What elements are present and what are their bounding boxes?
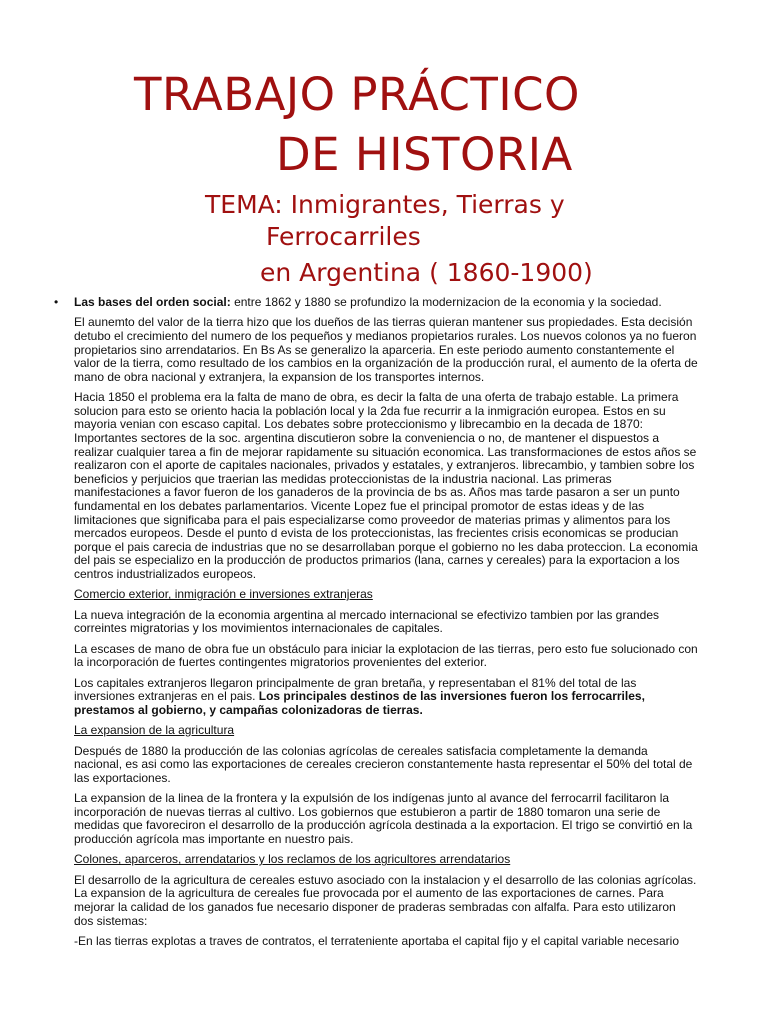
paragraph-frontera: La expansion de la linea de la frontera y la expulsión de los indígenas junto al avance del ferrocarril facilitaron la incorporación de nuevas tierras al cultivo. Los gobiernos que estubieron a partir de 1880 tomaron una serie de medidas que favoreciron el desarrollo de la producción agrícola destinada a la exportacion. El trigo se convirtió en la producción agrícola mas importante en nuestro pais. <box>74 791 693 846</box>
paragraph-capitales <box>74 677 698 718</box>
heading-comercio-exterior: Comercio exterior, inmigración e inversiones extranjeras <box>74 587 373 602</box>
bullet-icon: • <box>54 295 59 309</box>
document-body <box>54 295 698 955</box>
capitales-bold-text: Los principales destinos de las inversiones fueron los ferrocarriles, prestamos al gobierno, y campañas colonizadoras de tierras. <box>74 689 645 717</box>
paragraph-tierra-valor: El aunemto del valor de la tierra hizo que los dueños de las tierras quieran mantener sus propiedades. Esta decisión detubo el crecimiento del numero de los pequeños y medianos propietarios rurales. Los nuevos colonos ya no fueron propietarios sino arrendatarios. En Bs As se generalizo la aparceria. En este periodo aumento constantemente el valor de la tierra, como resultado de los cambios en la organización de la producción rural, el aumento de la oferta de mano de obra nacional y extranjera, la expansion de los transportes internos. <box>74 315 698 384</box>
capitales-text: Los capitales extranjeros llegaron principalmente de gran bretaña, y representaban el 81% del total de las inversiones extranjeras en el pais. <box>74 675 637 704</box>
paragraph-escases: La escases de mano de obra fue un obstáculo para iniciar la explotacion de las tierras, pero esto fue solucionado con la incorporación de fuertes contingentes migratorios provenientes del exterior. <box>74 641 698 670</box>
paragraph-integracion: La nueva integración de la economia argentina al mercado internacional se efectivizo tambien por las grandes correintes migratorias y los movimientos internacionales de capitales. <box>74 607 660 636</box>
paragraph-contratos: -En las tierras explotas a traves de contratos, el terrateniente aportaba el capital fijo y el capital variable necesario <box>74 933 679 948</box>
paragraph-mano-de-obra: Hacia 1850 el problema era la falta de mano de obra, es decir la falta de una oferta de trabajo estable. La primera solucion para esto se oriento hacia la población local y la 2da fue recurrir a la inmigración europea. Estos en su mayoria venian con escaso capital. Los debates sobre proteccionismo y librecambio en la decada de 1870: Importantes sectores de la soc. argentina discutieron sobre la conveniencia o no, de mantener el dispuestos a realizar cualquier tarea a fin de mejorar rapidamente su situación economica. Las transformaciones de estos años se realizaron con el aporte de capitales nacionales, privados y estatales, y extranjeros. librecambio, y tambien sobre los beneficios y perjuicios que traerian las medidas proteccionistas de la industria nacional. Las primeras manifestaciones a favor fueron de los ganaderos de la provincia de bs as. Años mas tarde pasaron a ser un punto fundamental en los debates parlamentarios. Vicente Lopez fue el principal promotor de estas ideas y de las limitaciones que significaba para el pais especializarse como proveedor de materias primas y alimentos para los mercados europeos. Desde el punto d evista de los proteccionistas, las frecientes crisis economicas se producian porque el pais carecia de industrias que no se desarrollaban porque el gobierno no les daba proteccion. La economia del pais se especializo en la producción de productos primarios (lana, carnes y cereales) para la exportacion a los centros industrializados europeos. <box>74 390 698 581</box>
paragraph-produccion-1880: Después de 1880 la producción de las colonias agrícolas de cereales satisfacia completamente la demanda nacional, es asi como las exportaciones de cereales crecieron constantemente hasta representar el 50% del total de las exportaciones. <box>74 743 693 785</box>
bases-bullet-item <box>54 295 698 310</box>
bases-text: entre 1862 y 1880 se profundizo la modernizacion de la economia y la sociedad. <box>230 295 662 309</box>
paragraph-colonias: El desarrollo de la agricultura de cereales estuvo asociado con la instalacion y el desarrollo de las colonias agrícolas. La expansion de la agricultura de cereales fue provocada por el aumento de las exportaciones de carnes. Para mejorar la calidad de los ganados fue necesario disponer de praderas sembradas con alfalfa. Para esto utilizaron dos sistemas: <box>74 872 697 928</box>
heading-agricultura: La expansion de la agricultura <box>74 723 235 738</box>
subtitle-line-3: en Argentina ( 1860-1900) <box>260 258 593 287</box>
bases-label: Las bases del orden social: <box>74 295 231 309</box>
heading-colonos: Colones, aparceros, arrendatarios y los reclamos de los agricultores arrendatarios <box>74 852 511 867</box>
title-line-2: DE HISTORIA <box>276 128 573 181</box>
title-line-1: TRABAJO PRÁCTICO <box>134 68 580 121</box>
subtitle-line-1: TEMA: Inmigrantes, Tierras y <box>205 190 565 219</box>
subtitle-line-2: Ferrocarriles <box>266 222 421 251</box>
